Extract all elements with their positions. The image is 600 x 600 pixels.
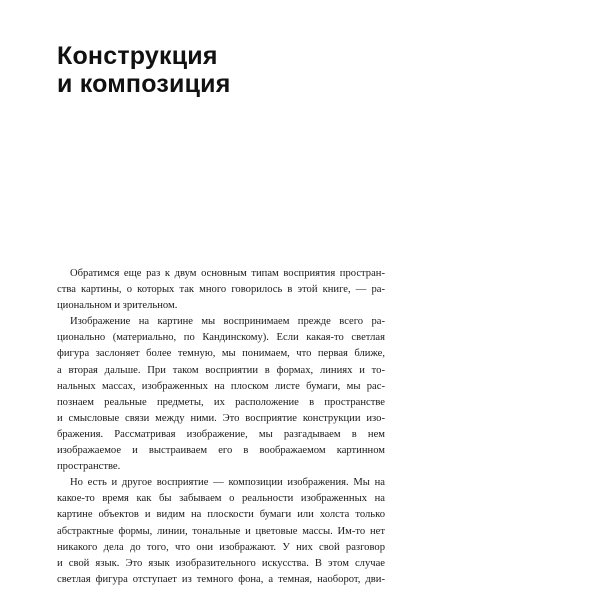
text-line: и свой язык. Это язык изобразительного искусства. В этом случае (57, 557, 385, 569)
paragraph-1 (57, 266, 385, 314)
text-line: циональном и зрительном. (57, 300, 178, 312)
chapter-title-line-1: Конструкция (57, 42, 218, 70)
text-line: пространстве. (57, 461, 121, 473)
text-line: нальных массах, изображенных на плоском листе бумаги, мы рас- (57, 380, 385, 392)
text-line: изображаемое и выстраиваем его в воображаемом картинном (57, 445, 385, 457)
paragraph-2 (57, 314, 385, 475)
text-line: картине объектов и видим на плоскости бумаги или холста только (57, 509, 385, 521)
chapter-title (57, 42, 231, 98)
text-line: абстрактные формы, линии, тональные и цветовые массы. Им-то нет (57, 525, 385, 537)
text-line: Но есть и другое восприятие — композиции изображения. Мы на (70, 477, 385, 489)
text-line: и смысловые связи между ними. Это восприятие конструкции изо- (57, 412, 385, 424)
chapter-title-line-2: и композиция (57, 70, 231, 98)
text-line: никакого дела до того, что они изображают. У них свой разговор (57, 541, 385, 553)
text-line: какое-то время как бы забываем о реальности изображенных на (57, 493, 385, 505)
text-line: Обратимся еще раз к двум основным типам восприятия простран- (70, 268, 385, 279)
text-line: ционально (материально, по Кандинскому). Если какая-то светлая (57, 332, 385, 344)
text-line: познаем реальные предметы, их расположение в пространстве (57, 396, 385, 408)
text-line: Изображение на картине мы воспринимаем прежде всего ра- (70, 316, 385, 328)
text-line: а вторая дальше. При таком восприятии в формах, линиях и то- (57, 364, 385, 376)
text-line: светлая фигура отступает из темного фона, а темная, наоборот, дви- (57, 573, 385, 585)
text-line: фигура заслоняет более темную, мы понимаем, что первая ближе, (57, 348, 385, 360)
text-line: бражения. Рассматривая изображение, мы разгадываем в нем (57, 428, 385, 440)
body-text (57, 266, 385, 588)
text-line: ства картины, о которых так много говорилось в этой книге, — ра- (57, 284, 385, 296)
paragraph-3 (57, 475, 385, 588)
